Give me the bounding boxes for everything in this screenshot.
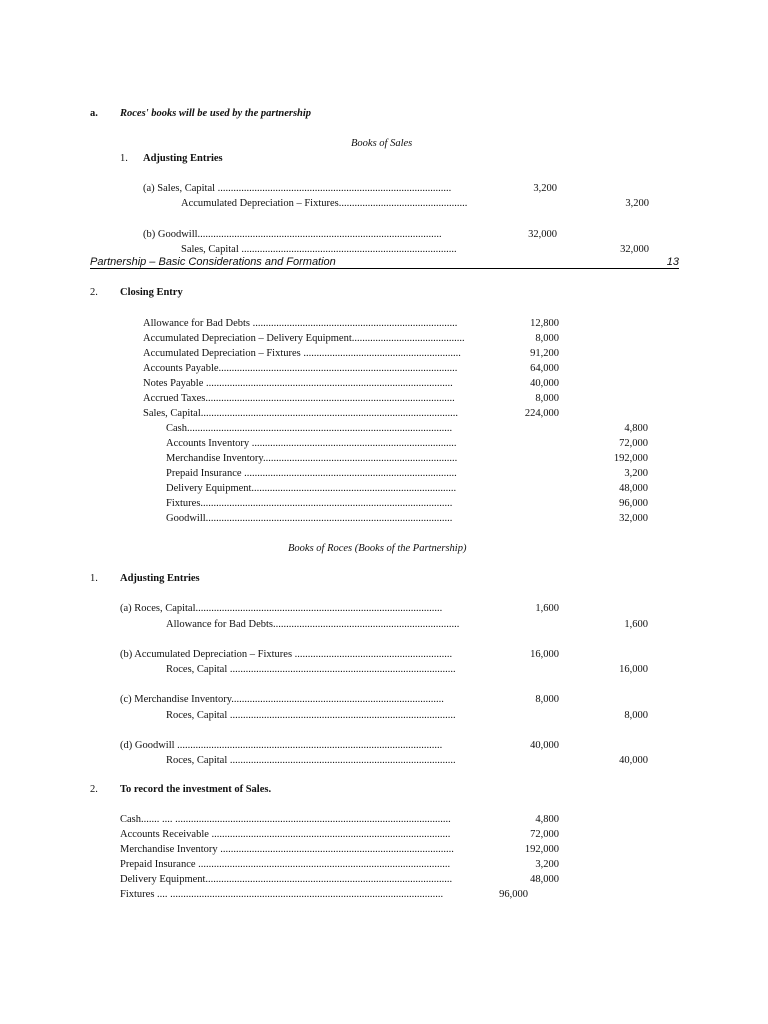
account-label: Roces, Capital ...................................................................................... xyxy=(166,664,456,675)
journal-line xyxy=(120,858,559,872)
amount: 32,000 xyxy=(619,513,648,524)
account-label: Merchandise Inventory.......................................................................... xyxy=(166,453,458,464)
account-label: Delivery Equipment.............................................................................................. xyxy=(120,874,453,885)
amount: 40,000 xyxy=(530,378,559,389)
amount: 40,000 xyxy=(619,755,648,766)
section-marker: a. xyxy=(90,108,98,119)
account-label: Delivery Equipment.............................................................................. xyxy=(166,483,457,494)
account-label: Accumulated Depreciation – Fixtures ............................................................ xyxy=(143,348,461,359)
sales-adjusting-number: 1. xyxy=(120,153,128,164)
sales-adjusting-heading: Adjusting Entries xyxy=(143,153,223,164)
account-label: Accounts Receivable ........................................................................................... xyxy=(120,829,451,840)
journal-line xyxy=(166,497,648,511)
journal-line xyxy=(143,407,559,421)
amount: 72,000 xyxy=(530,829,559,840)
investment-number: 2. xyxy=(90,784,98,795)
journal-line xyxy=(166,512,648,526)
amount: 8,000 xyxy=(624,710,648,721)
account-label: Accumulated Depreciation – Delivery Equipment........................................... xyxy=(143,333,465,344)
amount: 8,000 xyxy=(535,333,559,344)
journal-line xyxy=(166,422,648,436)
amount: 8,000 xyxy=(535,694,559,705)
journal-line xyxy=(166,663,648,677)
closing-heading: Closing Entry xyxy=(120,287,183,298)
journal-line xyxy=(181,243,649,257)
account-label: (b) Accumulated Depreciation – Fixtures ............................................................ xyxy=(120,649,453,660)
journal-line xyxy=(143,362,559,376)
amount: 1,600 xyxy=(624,619,648,630)
account-label: Accrued Taxes............................................................................................... xyxy=(143,393,455,404)
amount: 48,000 xyxy=(619,483,648,494)
account-label: Sales, Capital.................................................................................................. xyxy=(143,408,458,419)
journal-line xyxy=(120,602,559,616)
investment-heading: To record the investment of Sales. xyxy=(120,784,272,795)
amount: 96,000 xyxy=(619,498,648,509)
account-label: Fixtures................................................................................................ xyxy=(166,498,453,509)
journal-line xyxy=(120,888,528,902)
account-label: (a) Sales, Capital ......................................................................................... xyxy=(143,183,452,194)
journal-line xyxy=(143,228,649,242)
amount: 16,000 xyxy=(619,664,648,675)
journal-line xyxy=(120,813,559,827)
amount: 40,000 xyxy=(530,740,559,751)
account-label: Merchandise Inventory ......................................................................................... xyxy=(120,844,454,855)
account-label: Roces, Capital ...................................................................................... xyxy=(166,710,456,721)
journal-line xyxy=(120,648,559,662)
books-of-sales-title: Books of Sales xyxy=(351,138,413,149)
amount: 12,800 xyxy=(530,318,559,329)
books-of-roces-title: Books of Roces (Books of the Partnership) xyxy=(288,543,467,554)
debit-amount: 32,000 xyxy=(528,229,557,240)
journal-line xyxy=(120,693,559,707)
account-label: Cash..................................................................................................... xyxy=(166,423,453,434)
amount: 3,200 xyxy=(535,859,559,870)
account-label: (b) Goodwill............................................................................................. xyxy=(143,229,442,240)
account-label: Notes Payable .............................................................................................. xyxy=(143,378,453,389)
credit-amount: 3,200 xyxy=(625,198,649,209)
account-label: Cash....... .... ......................................................................................................... xyxy=(120,814,451,825)
amount: 4,800 xyxy=(624,423,648,434)
debit-amount: 3,200 xyxy=(533,183,557,194)
journal-line xyxy=(143,347,559,361)
journal-line xyxy=(120,828,559,842)
roces-adjusting-heading: Adjusting Entries xyxy=(120,573,200,584)
journal-line xyxy=(120,873,559,887)
journal-line xyxy=(166,482,648,496)
amount: 192,000 xyxy=(613,453,648,464)
amount: 224,000 xyxy=(524,408,559,419)
amount: 192,000 xyxy=(524,844,559,855)
journal-line xyxy=(143,377,559,391)
journal-line xyxy=(143,182,649,196)
account-label: Allowance for Bad Debts....................................................................... xyxy=(166,619,460,630)
journal-line xyxy=(166,709,648,723)
journal-line xyxy=(166,437,648,451)
amount: 48,000 xyxy=(530,874,559,885)
account-label: Roces, Capital ...................................................................................... xyxy=(166,755,456,766)
account-label: (c) Merchandise Inventory................................................................................. xyxy=(120,694,444,705)
amount: 3,200 xyxy=(624,468,648,479)
journal-line xyxy=(143,317,559,331)
journal-line xyxy=(120,843,559,857)
account-label: (d) Goodwill ..................................................................................................... xyxy=(120,740,443,751)
journal-line xyxy=(143,392,559,406)
account-label: Fixtures .... ........................................................................................................ xyxy=(120,889,444,900)
journal-line xyxy=(120,739,559,753)
journal-line xyxy=(166,467,648,481)
roces-adjusting-number: 1. xyxy=(90,573,98,584)
account-label: Accumulated Depreciation – Fixtures................................................. xyxy=(181,198,468,209)
account-label: Accounts Inventory .............................................................................. xyxy=(166,438,457,449)
amount: 16,000 xyxy=(530,649,559,660)
journal-line xyxy=(181,197,649,211)
account-label: Prepaid Insurance ................................................................................. xyxy=(166,468,457,479)
account-label: Goodwill.............................................................................................. xyxy=(166,513,453,524)
journal-line xyxy=(143,332,559,346)
page-number: 13 xyxy=(666,256,679,268)
account-label: Sales, Capital .................................................................................. xyxy=(181,244,457,255)
page-footer xyxy=(90,256,679,269)
account-label: Prepaid Insurance ................................................................................................ xyxy=(120,859,451,870)
amount: 91,200 xyxy=(530,348,559,359)
amount: 1,600 xyxy=(535,603,559,614)
footer-title: Partnership – Basic Considerations and Formation xyxy=(90,256,336,268)
journal-line xyxy=(166,618,648,632)
closing-number: 2. xyxy=(90,287,98,298)
journal-line xyxy=(166,452,648,466)
amount: 96,000 xyxy=(499,889,528,900)
amount: 72,000 xyxy=(619,438,648,449)
amount: 8,000 xyxy=(535,393,559,404)
credit-amount: 32,000 xyxy=(620,244,649,255)
account-label: (a) Roces, Capital.............................................................................................. xyxy=(120,603,443,614)
amount: 4,800 xyxy=(535,814,559,825)
account-label: Allowance for Bad Debts .............................................................................. xyxy=(143,318,458,329)
account-label: Accounts Payable........................................................................................... xyxy=(143,363,458,374)
section-title: Roces' books will be used by the partnership xyxy=(120,108,312,119)
amount: 64,000 xyxy=(530,363,559,374)
journal-line xyxy=(166,754,648,768)
